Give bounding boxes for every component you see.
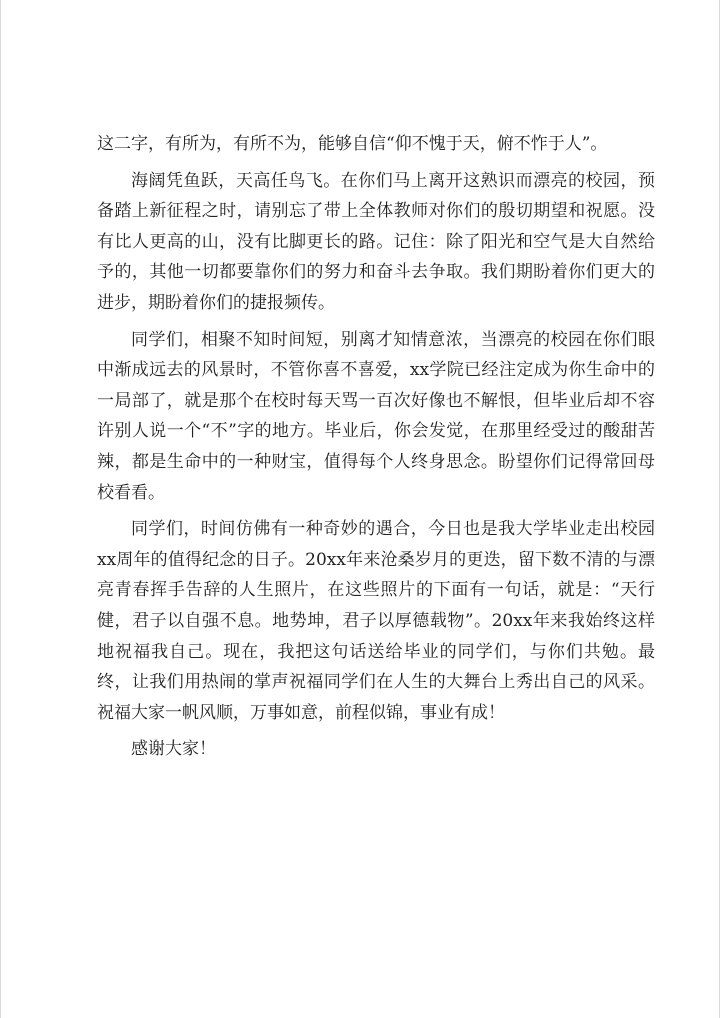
- paragraph-anniversary: 同学们，时间仿佛有一种奇妙的遇合，今日也是我大学毕业走出校园xx周年的值得纪念的日子。20xx年来沧桑岁月的更迭，留下数不清的与漂亮青春挥手告辞的人生照片，在这些照片的下面有一句话，就是：“天行健，君子以自强不息。地势坤，君子以厚德载物”。20xx年来我始终这样地祝福我自己。现在，我把这句话送给毕业的同学们，与你们共勉。最终，让我们用热闹的掌声祝福同学们在人生的大舞台上秀出自己的风采。祝福大家一帆风顺，万事如意，前程似锦，事业有成！: [97, 519, 655, 723]
- paragraph-blessing: 海阔凭鱼跃，天高任鸟飞。在你们马上离开这熟识而漂亮的校园，预备踏上新征程之时，请别忘了带上全体教师对你们的殷切期望和祝愿。没有比人更高的山，没有比脚更长的路。记住：除了阳光和空气是大自然给予的，其他一切都要靠你们的努力和奋斗去争取。我们期盼着你们更大的进步，期盼着你们的捷报频传。: [97, 170, 655, 313]
- paragraph-thanks: 感谢大家！: [131, 739, 216, 760]
- document-body: [97, 129, 655, 771]
- paragraph-farewell: 同学们，相聚不知时间短，别离才知情意浓，当漂亮的校园在你们眼中渐成远去的风景时，不管你喜不喜爱，xx学院已经注定成为你生命中的一局部了，就是那个在校时每天骂一百次好像也不解恨，但毕业后却不容许别人说一个“不”字的地方。毕业后，你会发觉，在那里经受过的酸甜苦辣，都是生命中的一种财宝，值得每个人终身思念。盼望你们记得常回母校看看。: [97, 329, 655, 503]
- paragraph-continuation: 这二字，有所为，有所不为，能够自信“仰不愧于天，俯不怍于人”。: [97, 134, 608, 154]
